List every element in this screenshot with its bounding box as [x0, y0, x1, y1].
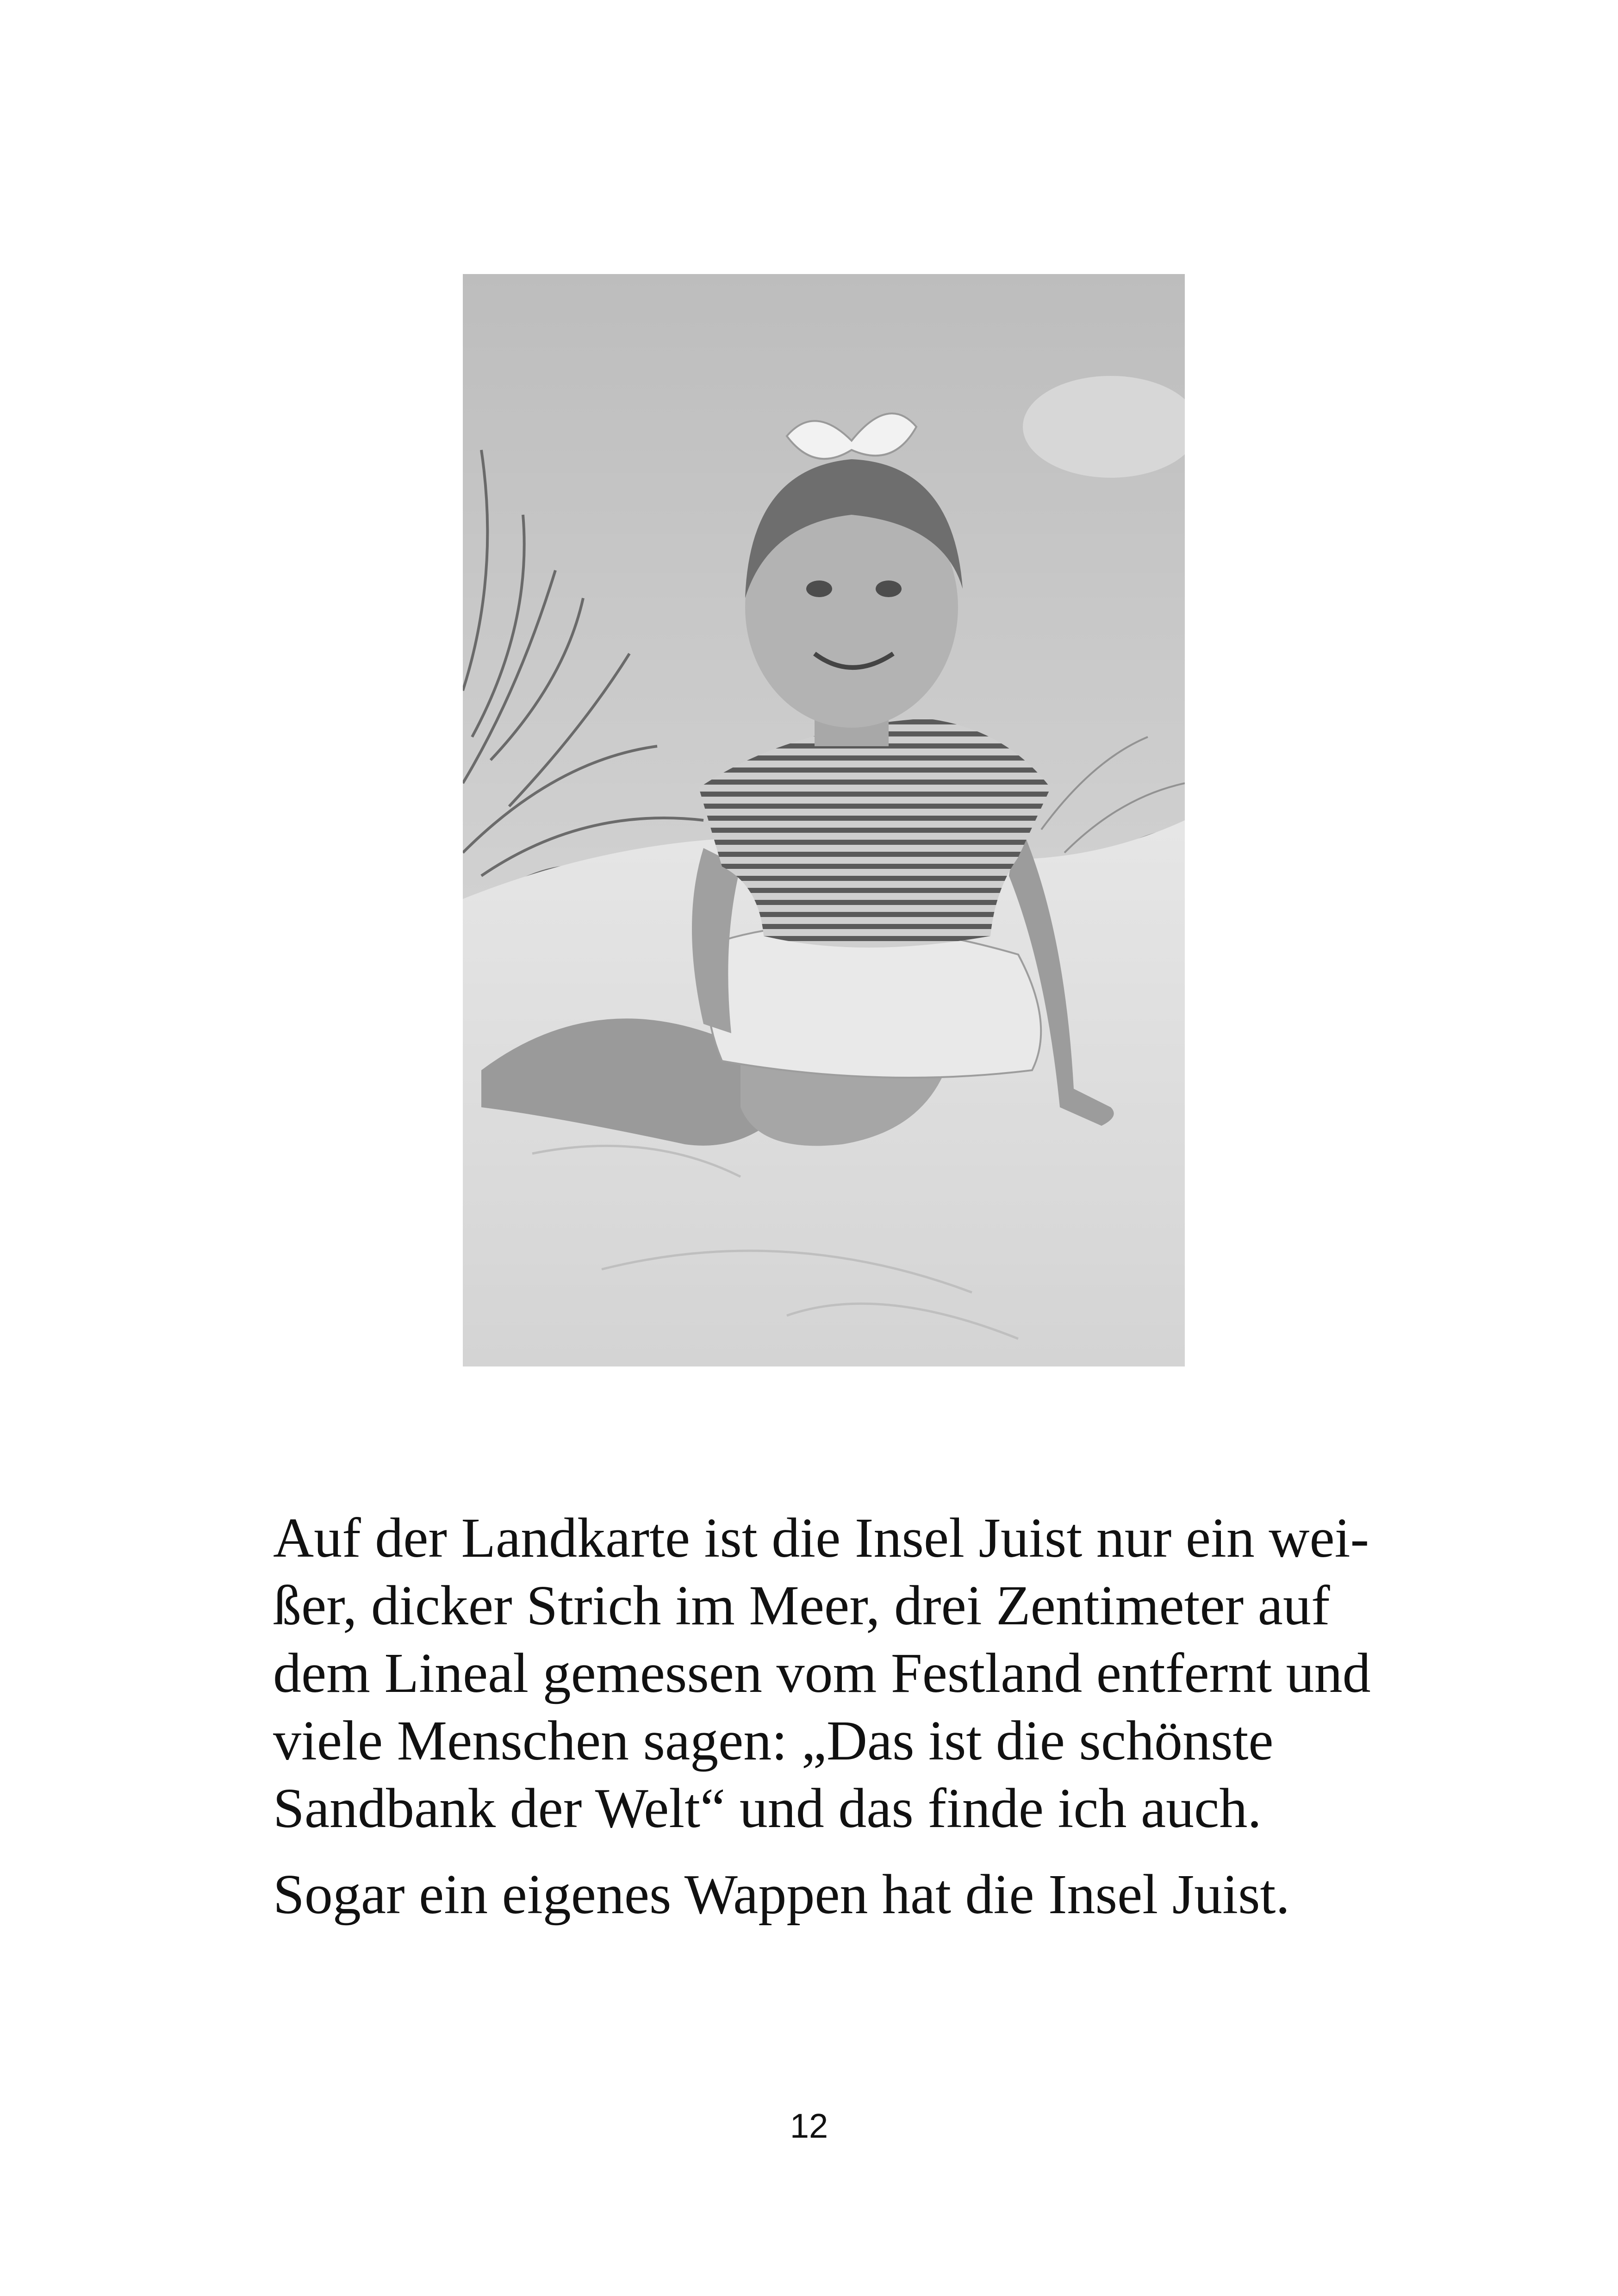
paragraph-gap	[273, 1842, 1365, 1861]
paragraph-1-line: viele Menschen sagen: „Das ist die schönste	[273, 1710, 1274, 1772]
paragraph-1-line: dem Lineal gemessen vom Festland entfernt und	[273, 1642, 1371, 1704]
child-on-dune-photo	[463, 274, 1185, 1366]
body-text	[273, 1504, 1371, 1928]
page-number: 12	[790, 2107, 828, 2145]
paragraph-1-line: Sandbank der Welt“ und das finde ich auch.	[273, 1777, 1262, 1840]
paragraph-1-line: Auf der Landkarte ist die Insel Juist nur ein wei-	[273, 1507, 1369, 1569]
photo-illustration	[463, 274, 1185, 1366]
paragraph-2-line: Sogar ein eigenes Wappen hat die Insel Juist.	[273, 1863, 1290, 1926]
paragraph-1-line: ßer, dicker Strich im Meer, drei Zentimeter auf	[273, 1574, 1330, 1637]
